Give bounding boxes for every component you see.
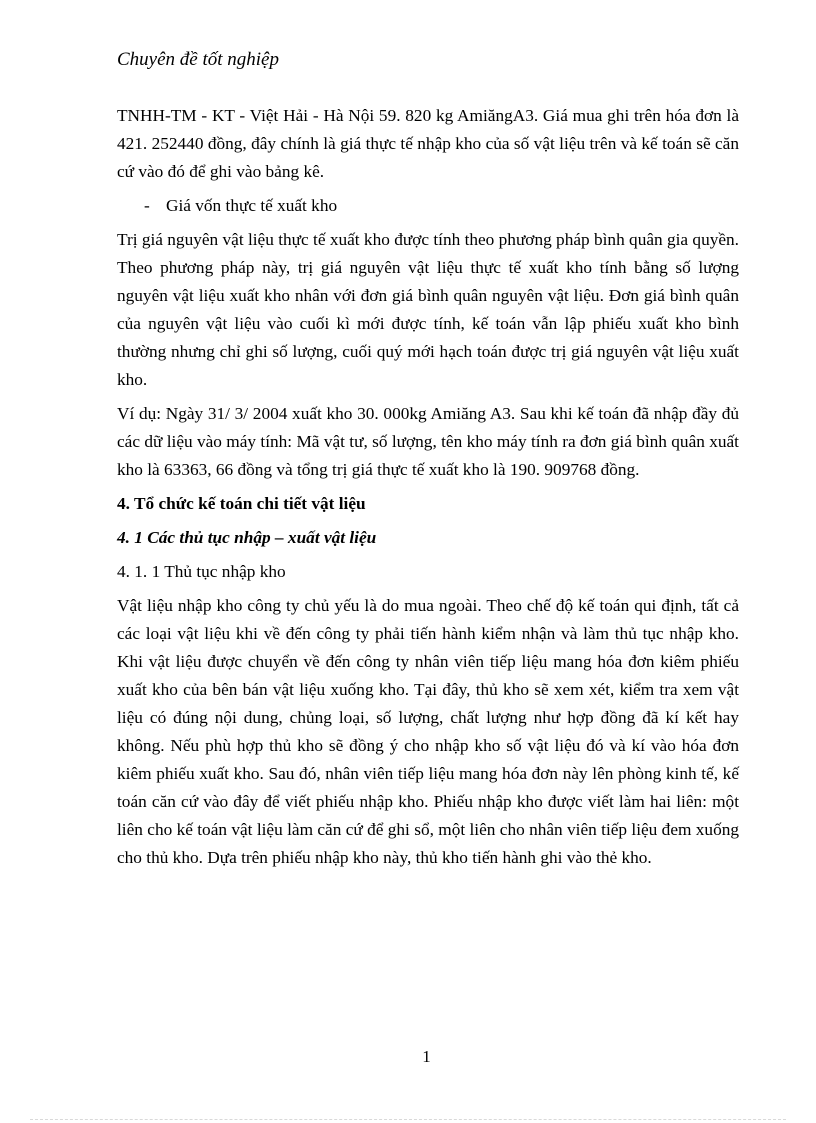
- paragraph-weighted-average: Trị giá nguyên vật liệu thực tế xuất kho được tính theo phương pháp bình quân gia quyền. Theo phương pháp này, trị giá nguyên vật liệu thực tế xuất kho tính bằng số lượng nguyên vật liệu xuất kho nhân với đơn giá bình quân nguyên vật liệu. Đơn giá bình quân của nguyên vật liệu vào cuối kì mới được tính, kế toán vẫn lập phiếu xuất kho bình thường nhưng chỉ ghi số lượng, cuối quý mới hạch toán được trị giá nguyên vật liệu xuất kho.: [117, 230, 739, 389]
- bullet-text: Giá vốn thực tế xuất kho: [166, 196, 338, 215]
- document-body: [117, 102, 739, 878]
- subsubsection-heading: 4. 1. 1 Thủ tục nhập kho: [117, 562, 286, 581]
- section-heading: 4. Tổ chức kế toán chi tiết vật liệu: [117, 494, 366, 513]
- page-bottom-divider: [30, 1119, 786, 1120]
- paragraph-purchase-price: TNHH-TM - KT - Việt Hải - Hà Nội 59. 820 kg AmiăngA3. Giá mua ghi trên hóa đơn là 421. 252440 đồng, đây chính là giá thực tế nhập kho của số vật liệu trên và kế toán sẽ căn cứ vào đó để ghi vào bảng kê.: [117, 106, 739, 181]
- page-header: Chuyên đề tốt nghiệp: [117, 49, 279, 70]
- paragraph-example: Ví dụ: Ngày 31/ 3/ 2004 xuất kho 30. 000kg Amiăng A3. Sau khi kế toán đã nhập đầy đủ các dữ liệu vào máy tính: Mã vật tư, số lượng, tên kho máy tính ra đơn giá bình quân xuất kho là 63363, 66 đồng và tổng trị giá thực tế xuất kho là 190. 909768 đồng.: [117, 404, 739, 479]
- bullet-item: [117, 192, 739, 220]
- bullet-dash: -: [144, 196, 150, 215]
- page-number: 1: [422, 1047, 431, 1066]
- subsection-heading: 4. 1 Các thủ tục nhập – xuất vật liệu: [117, 528, 377, 547]
- paragraph-receiving-procedure: Vật liệu nhập kho công ty chủ yếu là do mua ngoài. Theo chế độ kế toán qui định, tất cả các loại vật liệu khi về đến công ty phải tiến hành kiểm nhận và làm thủ tục nhập kho. Khi vật liệu được chuyển về đến công ty nhân viên tiếp liệu mang hóa đơn kiêm phiếu xuất kho của bên bán vật liệu xuống kho. Tại đây, thủ kho sẽ xem xét, kiểm tra xem vật liệu có đúng nội dung, chủng loại, số lượng, chất lượng như hợp đồng đã kí kết hay không. Nếu phù hợp thủ kho sẽ đồng ý cho nhập kho số vật liệu đó và kí vào hóa đơn kiêm phiếu xuất kho. Sau đó, nhân viên tiếp liệu mang hóa đơn này lên phòng kinh tế, kế toán căn cứ vào đây để viết phiếu nhập kho. Phiếu nhập kho được viết làm hai liên: một liên cho kế toán vật liệu làm căn cứ để ghi sổ, một liên cho nhân viên tiếp liệu đem xuống cho thủ kho. Dựa trên phiếu nhập kho này, thủ kho tiến hành ghi vào thẻ kho.: [117, 596, 739, 867]
